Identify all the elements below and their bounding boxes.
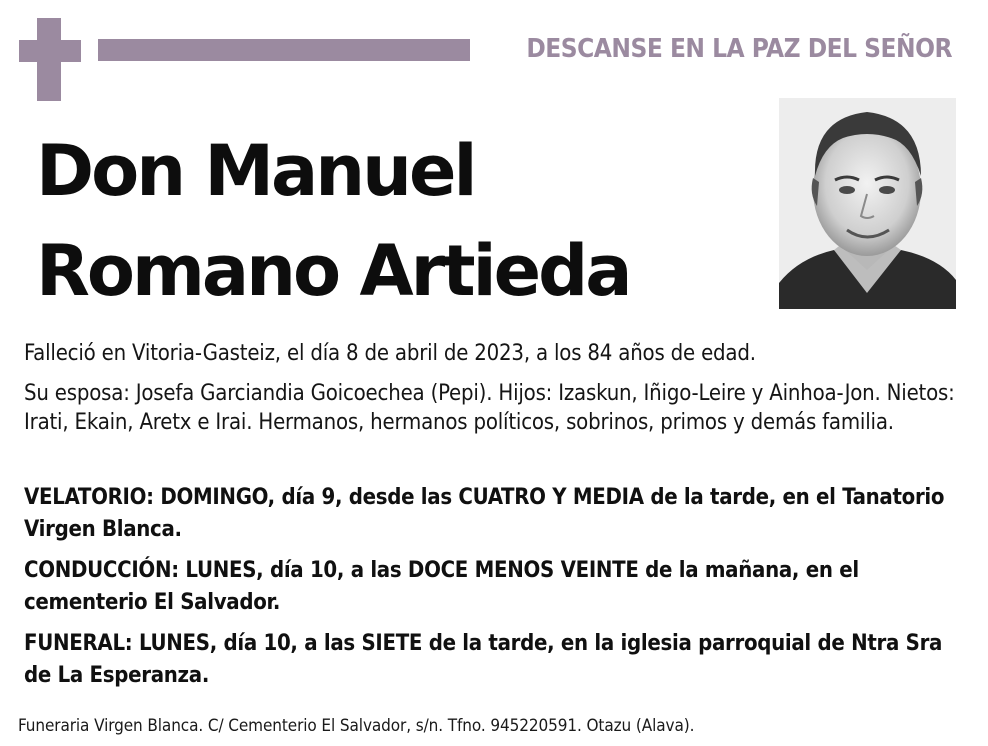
family-list: Su esposa: Josefa Garciandia Goicoechea (Pepi). Hijos: Izaskun, Iñigo-Leire y Ainhoa-Jon. Nietos: Irati, Ekain, Aretx e Irai. Hermanos, hermanos políticos, sobrinos, primos y demás familia. xyxy=(24,381,955,435)
header-tagline: DESCANSE EN LA PAZ DEL SEÑOR xyxy=(526,34,952,64)
portrait-photo xyxy=(779,98,956,309)
deceased-name-line2: Romano Artieda xyxy=(36,230,630,312)
velatorio-info: VELATORIO: DOMINGO, día 9, desde las CUATRO Y MEDIA de la tarde, en el Tanatorio Virgen Blanca. xyxy=(24,485,945,542)
funeral-home-footer: Funeraria Virgen Blanca. C/ Cementerio El Salvador, s/n. Tfno. 945220591. Otazu (Alava). xyxy=(18,716,695,736)
header-divider-bar xyxy=(98,39,470,61)
conduccion-info: CONDUCCIÓN: LUNES, día 10, a las DOCE MENOS VEINTE de la mañana, en el cementerio El Salvador. xyxy=(24,558,859,615)
death-info: Falleció en Vitoria-Gasteiz, el día 8 de abril de 2023, a los 84 años de edad. xyxy=(24,341,756,366)
funeral-info: FUNERAL: LUNES, día 10, a las SIETE de la tarde, en la iglesia parroquial de Ntra Sra de La Esperanza. xyxy=(24,631,943,688)
deceased-name-line1: Don Manuel xyxy=(36,130,475,212)
